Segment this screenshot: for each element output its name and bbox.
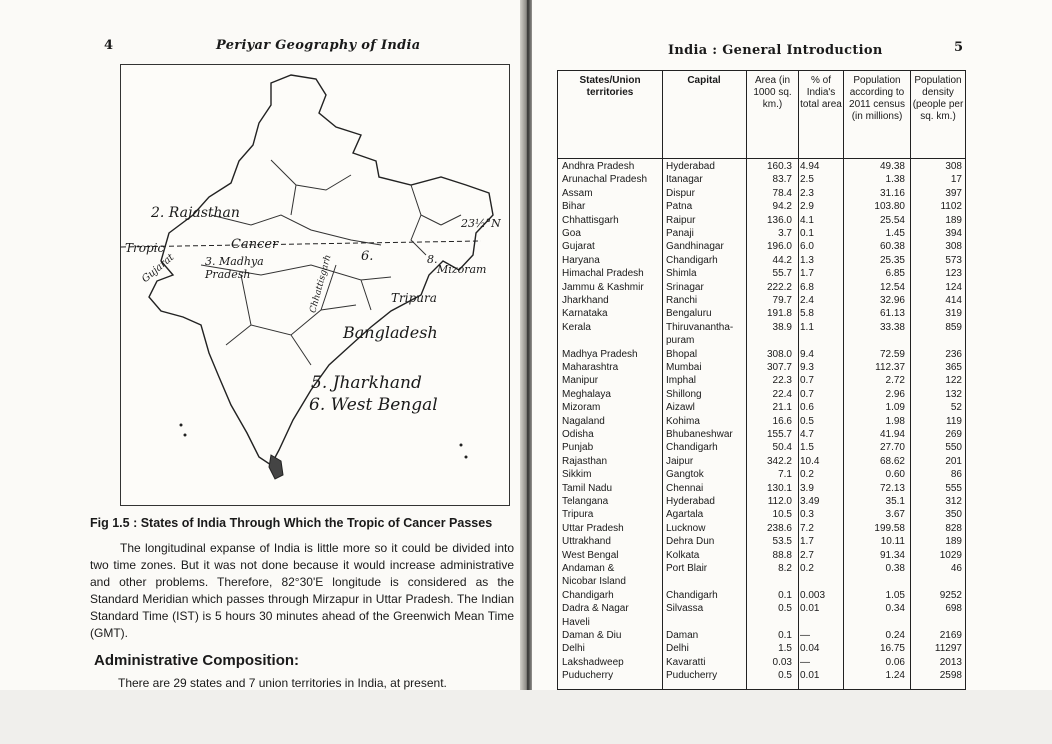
- table-cell: 312: [945, 496, 962, 507]
- table-cell: 1.45: [885, 228, 905, 239]
- table-cell: 342.2: [766, 455, 792, 467]
- table-row: [558, 282, 965, 294]
- table-cell: 308: [945, 241, 962, 253]
- table-cell: Port Blair: [666, 563, 708, 574]
- table-cell: 1.7: [800, 268, 814, 280]
- table-cell: Nicobar Island: [562, 576, 626, 588]
- map-label-jharkhand: 5. Jharkhand: [311, 373, 422, 393]
- table-cell: 10.11: [880, 536, 905, 548]
- table-cell: 555: [945, 482, 962, 494]
- table-cell: 0.60: [885, 469, 905, 481]
- tropic-line: [121, 241, 481, 247]
- table-cell: Bihar: [562, 201, 586, 213]
- header-population: Population according to 2011 census (in millions): [849, 75, 905, 122]
- table-cell: 0.1: [778, 589, 792, 601]
- table-cell: 119: [946, 415, 962, 427]
- table-cell: Kohima: [666, 415, 700, 427]
- table-cell: 828: [945, 522, 962, 534]
- table-cell: 16.75: [879, 643, 905, 655]
- table-cell: 1.09: [885, 402, 905, 414]
- table-cell: Daman: [666, 630, 699, 641]
- table-cell: 0.5: [800, 415, 814, 427]
- table-cell: Raipur: [666, 214, 696, 226]
- table-cell: 78.4: [772, 187, 792, 199]
- table-cell: 2598: [939, 670, 962, 682]
- table-cell: 2013: [939, 656, 962, 668]
- table-cell: 1.5: [800, 442, 814, 454]
- table-row: [558, 590, 965, 602]
- table-cell: 72.59: [879, 348, 905, 360]
- table-cell: 22.3: [772, 375, 792, 387]
- table-cell: 27.70: [879, 442, 905, 454]
- table-cell: 32.96: [879, 295, 905, 306]
- map-label-tropic: Tropic: [125, 241, 165, 255]
- table-cell: Kolkata: [666, 549, 700, 561]
- table-cell: 46: [950, 563, 962, 574]
- right-running-header: India : General Introduction: [668, 43, 883, 58]
- table-cell: Assam: [562, 187, 593, 199]
- table-row: [558, 536, 965, 548]
- table-cell: Uttrakhand: [562, 536, 611, 548]
- table-row: [558, 349, 965, 361]
- table-row: [558, 617, 965, 629]
- table-cell: 35.1: [885, 496, 905, 507]
- table-cell: 25.35: [879, 254, 905, 266]
- table-row: [558, 161, 965, 173]
- table-cell: Meghalaya: [562, 388, 611, 400]
- table-row: [558, 389, 965, 401]
- table-cell: 25.54: [879, 214, 905, 226]
- table-cell: Dehra Dun: [666, 536, 715, 548]
- table-cell: 191.8: [766, 308, 792, 320]
- table-cell: 0.5: [778, 670, 792, 682]
- table-cell: 2.72: [885, 375, 905, 387]
- table-cell: Manipur: [562, 375, 599, 387]
- table-cell: 7.1: [778, 469, 792, 481]
- table-cell: Rajasthan: [562, 455, 608, 467]
- table-cell: Uttar Pradesh: [562, 522, 624, 534]
- table-header: [558, 71, 965, 159]
- table-row: [558, 670, 965, 682]
- table-cell: Ranchi: [666, 295, 698, 306]
- header-area: Area (in 1000 sq. km.): [753, 75, 792, 110]
- table-row: [558, 483, 965, 495]
- right-page-number: 5: [954, 40, 964, 55]
- table-row: [558, 375, 965, 387]
- table-cell: 4.94: [800, 161, 820, 172]
- table-cell: 132: [945, 388, 962, 400]
- table-row: [558, 576, 965, 588]
- table-cell: 189: [945, 214, 962, 226]
- table-cell: 94.2: [772, 201, 792, 213]
- table-cell: 8.2: [778, 563, 792, 574]
- table-cell: Jharkhand: [562, 295, 609, 306]
- table-cell: 0.1: [778, 630, 792, 641]
- table-cell: Madhya Pradesh: [562, 348, 638, 360]
- table-cell: Sikkim: [562, 469, 592, 481]
- table-cell: Aizawl: [666, 402, 695, 414]
- table-cell: 0.5: [778, 603, 792, 615]
- map-label-tripura: Tripura: [391, 291, 437, 305]
- table-cell: 2169: [939, 630, 962, 641]
- table-cell: 6.8: [800, 281, 814, 293]
- table-cell: 308: [945, 161, 962, 172]
- table-cell: 2.4: [800, 295, 814, 306]
- table-cell: 1.98: [885, 415, 905, 427]
- table-cell: 83.7: [772, 174, 792, 186]
- table-cell: 9.3: [800, 362, 814, 373]
- island-dot: [184, 434, 187, 437]
- table-cell: 60.38: [879, 241, 905, 253]
- map-label-chhattisgarh: Chhattisgarh: [308, 253, 334, 315]
- table-cell: 44.2: [772, 254, 792, 266]
- section-heading: Administrative Composition:: [94, 652, 300, 669]
- table-cell: 365: [945, 362, 962, 373]
- table-row: [558, 603, 965, 615]
- table-cell: Gangtok: [666, 469, 704, 481]
- table-cell: Gandhinagar: [666, 241, 724, 253]
- table-cell: Maharashtra: [562, 362, 619, 373]
- table-cell: —: [800, 630, 810, 641]
- table-cell: 0.3: [800, 509, 814, 521]
- table-cell: Chandigarh: [666, 442, 718, 454]
- table-cell: Chandigarh: [562, 589, 614, 601]
- table-cell: 1.1: [800, 321, 814, 333]
- table-cell: 88.8: [772, 549, 792, 561]
- table-cell: Lakshadweep: [562, 656, 624, 668]
- table-cell: —: [800, 656, 810, 668]
- table-cell: 414: [945, 295, 962, 306]
- table-cell: 0.01: [800, 603, 820, 615]
- table-cell: 189: [945, 536, 962, 548]
- table-cell: Panaji: [666, 228, 694, 239]
- map-label-west-bengal: 6. West Bengal: [309, 395, 438, 415]
- table-cell: 0.1: [800, 228, 814, 239]
- table-cell: 52: [950, 402, 962, 414]
- body-paragraph: The longitudinal expanse of India is little more so it could be divided into two time zones. But it was not done because it would increase administrative and other problems. Therefore, 82°30'E longitude is considered as the Standard Meridian which passes through Mirzapur in Uttar Pradesh. The Indian Standard Time (IST) is 5 hours 30 minutes ahead of the Greenwich Mean Time (GMT).: [90, 541, 514, 640]
- table-cell: Mumbai: [666, 362, 702, 373]
- table-cell: 201: [945, 455, 962, 467]
- table-row: [558, 657, 965, 669]
- table-cell: Chandigarh: [666, 589, 718, 601]
- table-row: [558, 416, 965, 428]
- table-cell: 4.1: [800, 214, 814, 226]
- table-cell: 7.2: [800, 522, 814, 534]
- table-cell: Chennai: [666, 482, 704, 494]
- table-row: [558, 429, 965, 441]
- page-bottom-shadow: [0, 690, 1052, 744]
- table-cell: 55.7: [772, 268, 792, 280]
- table-cell: 1.38: [885, 174, 905, 186]
- table-cell: 86: [950, 469, 962, 481]
- table-cell: 308.0: [766, 348, 792, 360]
- table-cell: 0.2: [800, 469, 814, 481]
- table-cell: 130.1: [766, 482, 792, 494]
- table-cell: Shimla: [666, 268, 697, 280]
- table-cell: Daman & Diu: [562, 630, 622, 641]
- table-cell: 4.7: [800, 429, 814, 440]
- table-row: [558, 322, 965, 334]
- table-cell: 3.9: [800, 482, 814, 494]
- table-cell: 2.5: [800, 174, 814, 186]
- body-paragraph-2: There are 29 states and 7 union territories in India, at present.: [118, 676, 447, 690]
- left-page: [0, 0, 524, 744]
- table-cell: Punjab: [562, 442, 594, 454]
- table-cell: 50.4: [772, 442, 792, 454]
- table-cell: Delhi: [562, 643, 585, 655]
- table-cell: Imphal: [666, 375, 697, 387]
- table-cell: puram: [666, 335, 695, 347]
- table-cell: 91.34: [879, 549, 905, 561]
- table-cell: 11297: [934, 643, 962, 655]
- table-cell: 0.04: [800, 643, 820, 655]
- table-cell: 397: [945, 187, 962, 199]
- table-row: [558, 469, 965, 481]
- table-cell: 698: [945, 603, 962, 615]
- table-cell: 1.24: [885, 670, 905, 682]
- header-percent: % of India's total area: [800, 75, 842, 110]
- header-capital: Capital: [687, 75, 721, 86]
- table-cell: 103.80: [874, 201, 905, 213]
- table-cell: 550: [945, 442, 962, 454]
- table-cell: 1102: [940, 201, 962, 213]
- india-map: [120, 64, 510, 506]
- header-density: Population density (people per sq. km.): [912, 75, 964, 122]
- table-cell: Gujarat: [562, 241, 595, 253]
- states-table: [557, 70, 966, 690]
- table-cell: 160.3: [766, 161, 792, 172]
- table-cell: Andhra Pradesh: [562, 161, 635, 172]
- map-label-cancer: Cancer: [231, 237, 279, 252]
- table-cell: 17: [950, 174, 962, 186]
- sri-lanka: [269, 455, 283, 479]
- left-page-number: 4: [104, 38, 114, 53]
- table-cell: 859: [945, 321, 962, 333]
- map-label-bangladesh: Bangladesh: [343, 323, 438, 342]
- island-dot: [465, 456, 468, 459]
- table-cell: Silvassa: [666, 603, 704, 615]
- table-cell: Itanagar: [666, 174, 703, 186]
- table-cell: 6.0: [800, 241, 814, 253]
- table-row: [558, 402, 965, 414]
- table-cell: Puducherry: [562, 670, 614, 682]
- table-cell: 33.38: [879, 321, 905, 333]
- table-cell: 269: [945, 429, 962, 440]
- table-cell: 222.2: [766, 281, 792, 293]
- table-row: [558, 456, 965, 468]
- table-row: [558, 563, 965, 575]
- table-cell: 573: [945, 254, 962, 266]
- table-cell: 1029: [939, 549, 962, 561]
- table-cell: 72.13: [879, 482, 905, 494]
- table-cell: Kavaratti: [666, 656, 706, 668]
- table-cell: Shillong: [666, 388, 702, 400]
- table-cell: 9.4: [800, 348, 814, 360]
- table-row: [558, 509, 965, 521]
- table-cell: 0.06: [885, 656, 905, 668]
- table-cell: Chandigarh: [666, 254, 718, 266]
- table-row: [558, 442, 965, 454]
- table-cell: 0.2: [800, 563, 814, 574]
- island-dot: [180, 424, 183, 427]
- table-cell: 16.6: [772, 415, 792, 427]
- table-cell: Tamil Nadu: [562, 482, 613, 494]
- table-cell: 238.6: [766, 522, 792, 534]
- table-cell: 10.4: [800, 455, 820, 467]
- map-label-madhya-pradesh: 3. Madhya Pradesh: [205, 255, 264, 281]
- table-row: [558, 215, 965, 227]
- map-label-gujarat: Gujarat: [139, 251, 177, 286]
- table-cell: 3.49: [800, 496, 820, 507]
- table-cell: 136.0: [766, 214, 792, 226]
- table-cell: 0.003: [800, 589, 826, 601]
- map-label-mizoram: Mizoram: [437, 263, 487, 276]
- table-row: [558, 550, 965, 562]
- map-label-six: 6.: [361, 249, 374, 264]
- table-row: [558, 523, 965, 535]
- figure-caption: Fig 1.5 : States of India Through Which the Tropic of Cancer Passes: [90, 516, 493, 530]
- table-cell: 2.3: [800, 187, 814, 199]
- table-cell: Dispur: [666, 187, 695, 199]
- table-row: [558, 643, 965, 655]
- table-cell: 1.3: [800, 254, 814, 266]
- table-cell: 10.5: [772, 509, 792, 521]
- table-cell: 319: [945, 308, 962, 320]
- table-cell: 9252: [939, 589, 962, 601]
- header-states: States/Union territories: [579, 75, 641, 98]
- table-cell: West Bengal: [562, 549, 619, 561]
- table-cell: 0.7: [800, 388, 814, 400]
- table-cell: 0.24: [885, 630, 905, 641]
- table-cell: 307.7: [766, 362, 792, 373]
- table-cell: 236: [945, 348, 962, 360]
- table-cell: Andaman &: [562, 563, 615, 574]
- table-row: [558, 268, 965, 280]
- table-cell: Hyderabad: [666, 496, 715, 507]
- table-cell: 124: [945, 281, 962, 293]
- table-cell: 1.7: [800, 536, 814, 548]
- table-row: [558, 630, 965, 642]
- table-cell: Haveli: [562, 616, 590, 628]
- table-cell: 350: [945, 509, 962, 521]
- table-cell: Puducherry: [666, 670, 718, 682]
- map-label-degree: 23½°N: [461, 217, 501, 230]
- table-cell: Arunachal Pradesh: [562, 174, 648, 186]
- table-cell: 2.9: [800, 201, 814, 213]
- table-row: [558, 335, 965, 347]
- table-cell: 41.94: [879, 429, 905, 440]
- table-row: [558, 295, 965, 307]
- table-cell: Telangana: [562, 496, 609, 507]
- table-cell: Hyderabad: [666, 161, 715, 172]
- table-row: [558, 255, 965, 267]
- table-cell: Mizoram: [562, 402, 601, 414]
- table-cell: 79.7: [772, 295, 792, 306]
- table-cell: 0.7: [800, 375, 814, 387]
- table-cell: Bhubaneshwar: [666, 429, 733, 440]
- table-cell: 155.7: [766, 429, 792, 440]
- table-cell: 0.01: [800, 670, 820, 682]
- table-cell: 112.37: [875, 362, 905, 373]
- table-cell: 1.5: [778, 643, 792, 655]
- table-cell: 2.96: [885, 388, 905, 400]
- table-cell: Jammu & Kashmir: [562, 281, 644, 293]
- table-row: [558, 241, 965, 253]
- left-running-header: Periyar Geography of India: [216, 38, 421, 53]
- table-cell: 112.0: [767, 496, 792, 507]
- table-cell: 196.0: [766, 241, 792, 253]
- table-cell: 0.34: [885, 603, 905, 615]
- table-row: [558, 496, 965, 508]
- table-cell: 31.16: [879, 187, 905, 199]
- table-row: [558, 228, 965, 240]
- table-cell: Agartala: [666, 509, 704, 521]
- table-cell: Bengaluru: [666, 308, 712, 320]
- table-cell: Dadra & Nagar: [562, 603, 629, 615]
- table-cell: Patna: [666, 201, 693, 213]
- table-cell: 0.38: [885, 563, 905, 574]
- table-cell: 38.9: [772, 321, 792, 333]
- table-cell: 12.54: [879, 281, 905, 293]
- table-cell: 61.13: [879, 308, 905, 320]
- table-cell: Karnataka: [562, 308, 608, 320]
- table-cell: 6.85: [885, 268, 905, 280]
- table-row: [558, 174, 965, 186]
- table-cell: 5.8: [800, 308, 814, 320]
- table-cell: 199.58: [874, 522, 905, 534]
- map-label-rajasthan: 2. Rajasthan: [151, 205, 240, 221]
- table-row: [558, 201, 965, 213]
- table-cell: 394: [945, 228, 962, 239]
- table-cell: Lucknow: [666, 522, 706, 534]
- table-row: [558, 308, 965, 320]
- table-cell: Kerala: [562, 321, 591, 333]
- table-cell: 0.03: [772, 656, 792, 668]
- table-cell: Odisha: [562, 429, 594, 440]
- table-cell: 1.05: [885, 589, 905, 601]
- table-cell: Tripura: [562, 509, 594, 521]
- table-cell: 0.6: [800, 402, 814, 414]
- table-cell: 123: [945, 268, 962, 280]
- table-cell: 3.67: [885, 509, 905, 521]
- island-dot: [460, 444, 463, 447]
- table-cell: Goa: [562, 228, 581, 239]
- table-cell: 3.7: [778, 228, 792, 239]
- table-cell: Thiruvanantha-: [666, 321, 734, 333]
- table-cell: Himachal Pradesh: [562, 268, 644, 280]
- table-cell: Chhattisgarh: [562, 214, 619, 226]
- table-cell: 21.1: [772, 402, 792, 414]
- table-cell: 53.5: [772, 536, 792, 548]
- map-label-eight: 8.: [427, 253, 438, 266]
- table-cell: 22.4: [772, 388, 792, 400]
- table-cell: 122: [945, 375, 962, 387]
- table-row: [558, 362, 965, 374]
- table-cell: Delhi: [666, 643, 689, 655]
- table-row: [558, 188, 965, 200]
- table-cell: 49.38: [879, 161, 905, 172]
- table-cell: Jaipur: [666, 455, 694, 467]
- table-cell: Haryana: [562, 254, 600, 266]
- table-cell: 2.7: [800, 549, 814, 561]
- table-cell: 68.62: [879, 455, 905, 467]
- table-cell: Bhopal: [666, 348, 698, 360]
- table-cell: Srinagar: [666, 281, 704, 293]
- table-cell: Nagaland: [562, 415, 605, 427]
